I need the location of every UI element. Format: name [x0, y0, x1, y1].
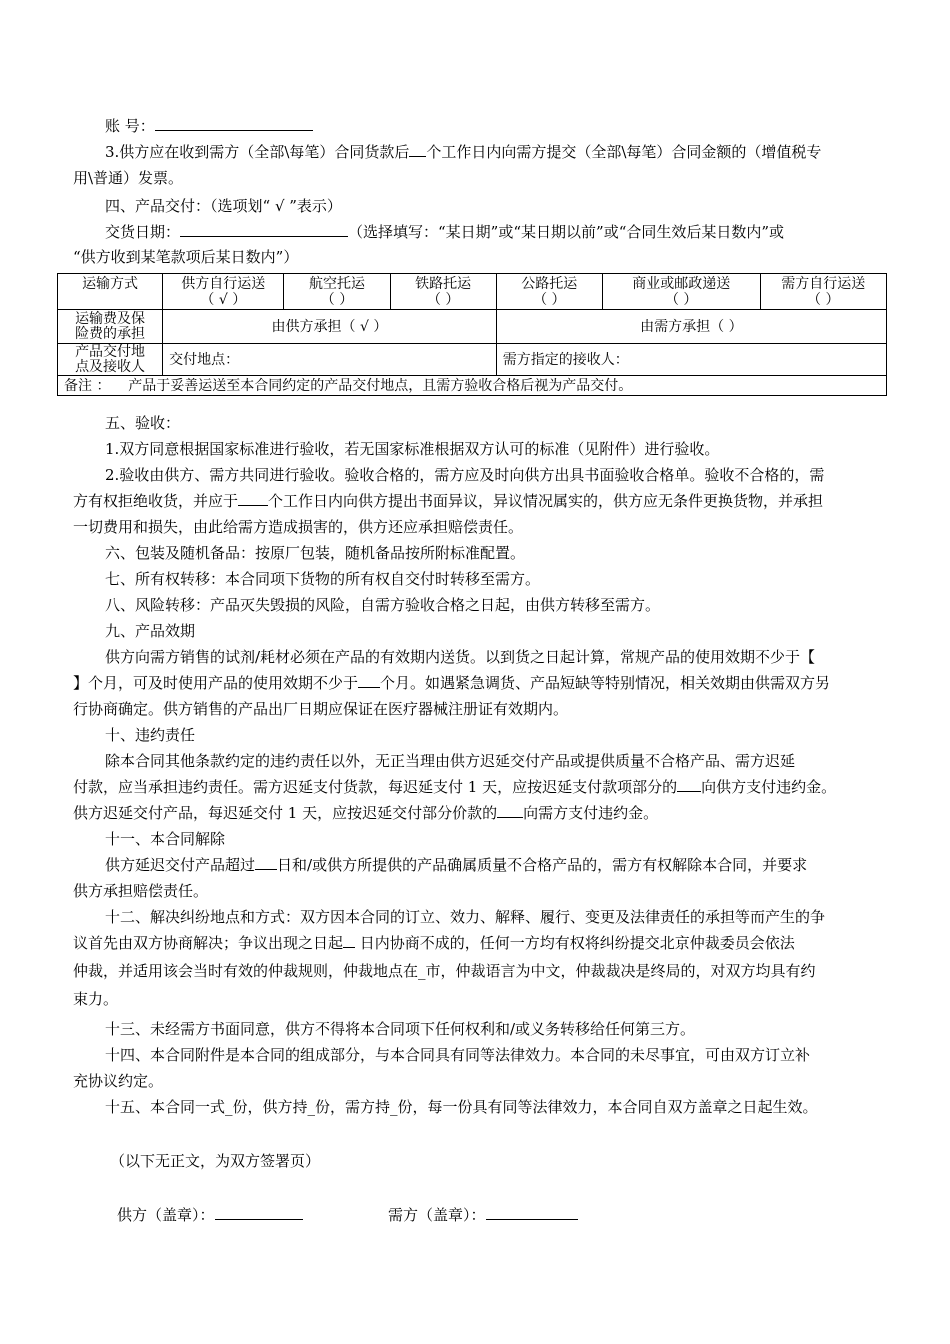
- note-text: 产品于妥善运送至本合同约定的产品交付地点，且需方验收合格后视为产品交付。: [128, 377, 633, 394]
- mode-row: [58, 274, 887, 310]
- mode-name: 航空托运: [309, 275, 366, 292]
- mode-courier[interactable]: [602, 274, 760, 310]
- supplier-seal-blank[interactable]: [215, 1205, 303, 1220]
- buyer-signature: [388, 1205, 578, 1225]
- section10-l1: 除本合同其他条款约定的违约责任以外，无正当理由供方迟延交付产品或提供质量不合格产品、需方迟延: [105, 752, 796, 770]
- section6: 六、包装及随机备品：按原厂包装，随机备品按所附标准配置。: [105, 544, 526, 562]
- section4-title: 四、产品交付：（选项划“ √ ”表示）: [105, 197, 342, 215]
- clause3-text: 3.供方应在收到需方（全部\每笔）合同货款后: [105, 143, 410, 161]
- buyer-seal-blank[interactable]: [486, 1205, 578, 1220]
- mode-rail[interactable]: [390, 274, 496, 310]
- section15: 十五、本合同一式_份，供方持_份，需方持_份，每一份具有同等法律效力，本合同自双方盖章之日起生效。: [105, 1098, 818, 1116]
- cost-header: 运输费及保 险费的承担: [58, 310, 163, 344]
- section13: 十三、未经需方书面同意，供方不得将本合同项下任何权利和/或义务转移给任何第三方。: [105, 1020, 696, 1038]
- mode-checkbox[interactable]: （ ）: [426, 291, 460, 308]
- mode-checkbox[interactable]: （ ）: [533, 291, 566, 308]
- mode-checkbox[interactable]: （ √ ）: [200, 291, 247, 308]
- section12-l4: 束力。: [73, 990, 119, 1008]
- shipping-table: [57, 273, 887, 396]
- mode-buyer-pickup[interactable]: [760, 274, 886, 310]
- delivery-date-blank[interactable]: [180, 222, 348, 237]
- mode-name: 商业或邮政递送: [632, 275, 731, 292]
- section5-p2-l2: 方有权拒绝收货，并应于 个工作日内向供方提出书面异议，异议情况属实的，供方应无条件更换货物，并承担: [73, 492, 824, 510]
- delivery-date-hint2: “供方收到某笔款项后某日数内”）: [73, 248, 299, 266]
- clause3-text-cont: 个工作日内向需方提交（全部\每笔）合同金额的（增值税专: [426, 143, 822, 161]
- receiver-field[interactable]: 需方指定的接收人：: [496, 344, 886, 376]
- section11-l2: 供方承担赔偿责任。: [73, 882, 209, 900]
- mode-air[interactable]: [284, 274, 390, 310]
- workday-blank[interactable]: [409, 142, 426, 157]
- section12-l2: 议首先由双方协商解决；争议出现之日起 日内协商不成的，任何一方均有权将纠纷提交北京仲裁委员会依法: [73, 934, 795, 952]
- place-header: 产品交付地 点及接收人: [58, 344, 163, 376]
- section12-l1: 十二、解决纠纷地点和方式：双方因本合同的订立、效力、解释、履行、变更及法律责任的承担等而产生的争: [105, 908, 826, 926]
- cost-buyer[interactable]: 由需方承担（ ）: [496, 310, 886, 344]
- account-blank[interactable]: [155, 116, 313, 131]
- mode-name: 供方自行运送: [181, 275, 266, 292]
- negotiation-days-blank[interactable]: [343, 933, 355, 948]
- mode-name: 需方自行运送: [781, 275, 866, 292]
- buyer-penalty-blank[interactable]: [677, 777, 701, 792]
- cost-row: [58, 310, 887, 344]
- note-row: [58, 376, 887, 396]
- objection-days-blank[interactable]: [238, 491, 268, 506]
- buyer-signature-label: 需方（盖章）：: [388, 1206, 486, 1224]
- mode-supplier-delivery[interactable]: [163, 274, 284, 310]
- supplier-penalty-blank[interactable]: [497, 803, 523, 818]
- mode-name: 公路托运: [521, 275, 578, 292]
- section9-l3: 行协商确定。供方销售的产品出厂日期应保证在医疗器械注册证有效期内。: [73, 700, 569, 718]
- mode-checkbox[interactable]: （ ）: [320, 291, 354, 308]
- mode-name: 铁路托运: [415, 275, 472, 292]
- section11-title: 十一、本合同解除: [105, 830, 226, 848]
- delay-days-blank[interactable]: [255, 855, 277, 870]
- mode-road[interactable]: [496, 274, 602, 310]
- section11-l1: 供方延迟交付产品超过 日和/或供方所提供的产品确属质量不合格产品的，需方有权解除本合同，并要求: [105, 856, 808, 874]
- section8: 八、风险转移：产品灭失毁损的风险，自需方验收合格之日起，由供方转移至需方。: [105, 596, 661, 614]
- mode-checkbox[interactable]: （ ）: [807, 291, 840, 308]
- section9-l2: 】个月，可及时使用产品的使用效期不少于 个月。如遇紧急调货、产品短缺等特别情况，相关效期由供需双方另: [73, 674, 831, 692]
- section14-l2: 充协议约定。: [73, 1072, 164, 1090]
- section5-p1: 1.双方同意根据国家标准进行验收，若无国家标准根据双方认可的标准（见附件）进行验收。: [105, 440, 720, 458]
- section7: 七、所有权转移：本合同项下货物的所有权自交付时转移至需方。: [105, 570, 541, 588]
- mode-checkbox[interactable]: （ ）: [664, 291, 698, 308]
- section9-l1: 供方向需方销售的试剂/耗材必须在产品的有效期内送货。以到货之日起计算，常规产品的使用效期不少于【: [105, 648, 816, 666]
- clause3-line2: 用\普通）发票。: [73, 169, 184, 187]
- section10-l3: 供方迟延交付产品，每迟延交付 1 天，应按迟延交付部分价款的 向需方支付违约金。: [73, 804, 659, 822]
- supplier-signature-label: 供方（盖章）：: [117, 1206, 215, 1224]
- section5-title: 五、验收：: [105, 414, 181, 432]
- delivery-date-line: [105, 222, 784, 242]
- section14-l1: 十四、本合同附件是本合同的组成部分，与本合同具有同等法律效力。本合同的未尽事宜，可由双方订立补: [105, 1046, 811, 1064]
- section9-title: 九、产品效期: [105, 622, 196, 640]
- note-label: 备注 ：: [64, 377, 111, 394]
- validity-months-blank[interactable]: [358, 673, 380, 688]
- section5-p2-l1: 2.验收由供方、需方共同进行验收。验收合格的，需方应及时向供方出具书面验收合格单。验收不合格的，需: [105, 466, 825, 484]
- delivery-date-label: 交货日期：: [105, 223, 181, 241]
- note-cell: [58, 376, 887, 396]
- section10-title: 十、违约责任: [105, 726, 196, 744]
- delivery-date-hint: （选择填写：“某日期”或“某日期以前”或“合同生效后某日数内”或: [348, 223, 785, 241]
- delivery-place-field[interactable]: 交付地点：: [163, 344, 497, 376]
- cost-supplier[interactable]: 由供方承担（ √ ）: [163, 310, 497, 344]
- clause3-line1: [105, 142, 821, 162]
- account-label: 账 号：: [105, 117, 155, 135]
- supplier-signature: [117, 1205, 303, 1225]
- section10-l2: 付款，应当承担违约责任。需方迟延支付货款，每迟延支付 1 天，应按迟延支付款项部分的 向供方支付违约金。: [73, 778, 837, 796]
- mode-header: 运输方式: [58, 274, 163, 310]
- section12-l3: 仲裁，并适用该会当时有效的仲裁规则，仲裁地点在_市，仲裁语言为中文，仲裁裁决是终局的，对双方均具有约: [73, 962, 816, 980]
- account-line: [105, 116, 313, 136]
- section5-p2-l3: 一切费用和损失，由此给需方造成损害的，供方还应承担赔偿责任。: [73, 518, 524, 536]
- place-row: [58, 344, 887, 376]
- closing-note: （以下无正文，为双方签署页）: [110, 1152, 321, 1170]
